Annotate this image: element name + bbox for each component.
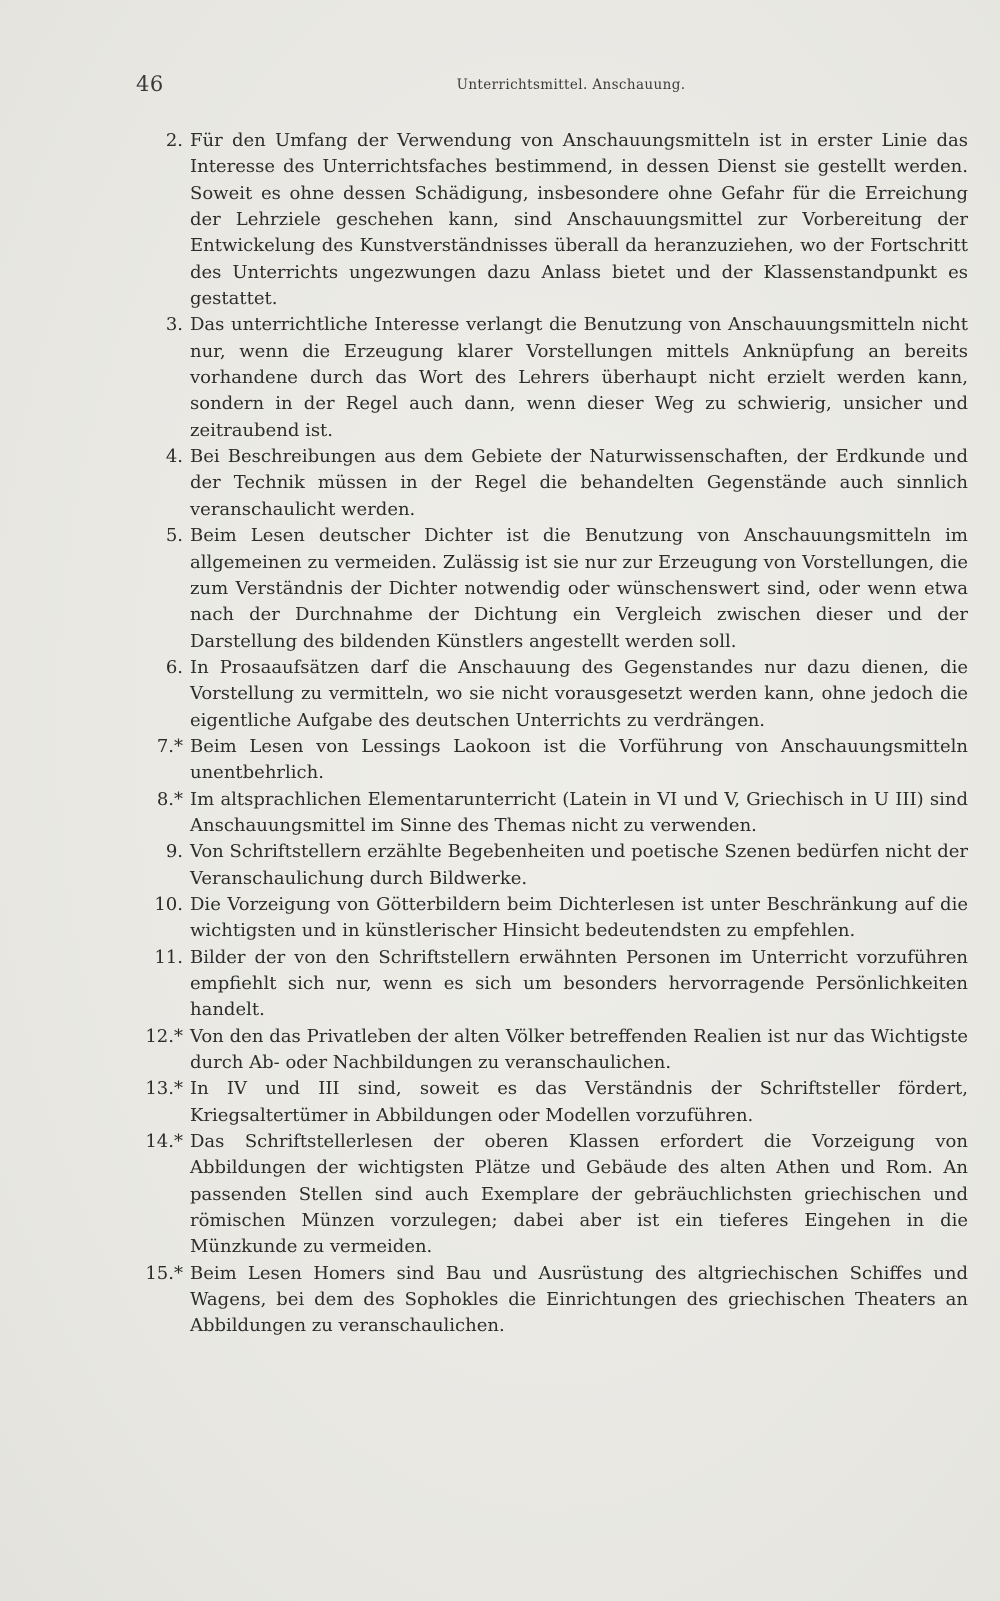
list-item [136, 523, 968, 655]
running-head: Unterrichtsmittel. Anschauung. [456, 77, 686, 93]
page-number: 46 [136, 72, 164, 96]
list-item [136, 655, 968, 734]
item-text: Bei Beschreibungen aus dem Gebiete der Naturwissenschaften, der Erdkunde und der Technik müssen in der Regel die behandelten Gegenstände auch sinnlich veranschaulicht werden. [190, 446, 968, 520]
item-text: In Prosaaufsätzen darf die Anschauung des Gegenstandes nur dazu dienen, die Vorstellung zu vermitteln, wo sie nicht vorausgesetzt werden kann, ohne jedoch die eigentliche Aufgabe des deutschen Unterrichts zu verdrängen. [190, 656, 968, 731]
item-number: 14.* [145, 1131, 183, 1153]
item-number: 15.* [145, 1262, 183, 1284]
list-item [136, 444, 968, 523]
page-header [136, 72, 966, 102]
list-item [136, 128, 968, 312]
item-text: Beim Lesen von Lessings Laokoon ist die Vorführung von Anschauungsmitteln unentbehrlich. [190, 735, 968, 784]
list-item [136, 892, 968, 945]
item-number: 5. [165, 525, 183, 547]
item-text: Bilder der von den Schriftstellern erwähnten Personen im Unterricht vorzuführen empfiehlt sich nur, wenn es sich um besonders hervorragende Persönlichkeiten handelt. [190, 946, 968, 1021]
item-number: 6. [165, 656, 183, 678]
item-text: Das unterrichtliche Interesse verlangt die Benutzung von Anschauungsmitteln nicht nur, wenn die Erzeugung klarer Vorstellungen mittels Anknüpfung an bereits vorhandene durch das Wort des Lehrers überhaupt nicht erzielt werden kann, sondern in der Regel auch dann, wenn dieser Weg zu schwierig, unsicher und zeitraubend ist. [190, 314, 968, 441]
item-number: 12.* [145, 1025, 183, 1047]
item-text: Für den Umfang der Verwendung von Anschauungsmitteln ist in erster Linie das Interesse des Unterrichtsfaches bestimmend, in dessen Dienst sie gestellt werden. Soweit es ohne dessen Schädigung, insbesondere ohne Gefahr für die Erreichung der Lehrziele geschehen kann, sind Anschauungsmittel zur Vorbereitung der Entwickelung des Kunstverständnisses überall da heranzuziehen, wo der Fortschritt des Unterrichts ungezwungen dazu Anlass bietet und der Klassenstandpunkt es gestattet. [190, 130, 968, 310]
item-text: Die Vorzeigung von Götterbildern beim Dichterlesen ist unter Beschränkung auf die wichtigsten und in künstlerischer Hinsicht bedeutendsten zu empfehlen. [190, 893, 968, 942]
item-number: 8.* [156, 788, 183, 810]
item-number: 2. [165, 130, 183, 151]
list-item [136, 1129, 968, 1261]
item-text: Das Schriftstellerlesen der oberen Klassen erfordert die Vorzeigung von Abbildungen der wichtigsten Plätze und Gebäude des alten Athen und Rom. An passenden Stellen sind auch Exemplare der gebräuchlichsten griechischen und römischen Münzen vorzulegen; dabei aber ist ein tieferes Eingehen in die Münzkunde zu vermeiden. [190, 1131, 968, 1258]
list-item [136, 312, 968, 444]
list-item [136, 945, 968, 1024]
list-item [136, 734, 968, 787]
item-number: 13.* [145, 1078, 183, 1100]
item-text: In IV und III sind, soweit es das Verständnis der Schriftsteller fördert, Kriegsaltertümer in Abbildungen oder Modellen vorzuführen. [190, 1078, 968, 1126]
list-item [136, 1261, 968, 1340]
item-number: 7.* [156, 735, 183, 757]
item-number: 10. [154, 893, 183, 915]
list-item [136, 787, 968, 840]
item-text: Von den das Privatleben der alten Völker betreffenden Realien ist nur das Wichtigste durch Ab- oder Nachbildungen zu veranschaulichen. [190, 1025, 968, 1074]
item-number: 4. [165, 446, 183, 468]
list-item [136, 1076, 968, 1129]
item-text: Beim Lesen deutscher Dichter ist die Benutzung von Anschauungsmitteln im allgemeinen zu vermeiden. Zulässig ist sie nur zur Erzeugung von Vorstellungen, die zum Verständnis der Dichter notwendig oder wünschenswert sind, oder wenn etwa nach der Durchnahme der Dichtung ein Vergleich zwischen dieser und der Darstellung des bildenden Künstlers angestellt werden soll. [190, 525, 968, 652]
item-text: Im altsprachlichen Elementarunterricht (Latein in VI und V, Griechisch in U III) sind Anschauungsmittel im Sinne des Themas nicht zu verwenden. [190, 788, 968, 836]
item-number: 11. [154, 946, 183, 968]
item-number: 3. [165, 314, 183, 336]
numbered-list [136, 128, 968, 1340]
item-text: Von Schriftstellern erzählte Begebenheiten und poetische Szenen bedürfen nicht der Veranschaulichung durch Bildwerke. [190, 841, 968, 889]
list-item [136, 1024, 968, 1077]
item-number: 9. [165, 841, 183, 863]
item-text: Beim Lesen Homers sind Bau und Ausrüstung des altgriechischen Schiffes und Wagens, bei dem des Sophokles die Einrichtungen des griechischen Theaters an Abbildungen zu veranschaulichen. [190, 1262, 968, 1337]
list-item [136, 839, 968, 892]
